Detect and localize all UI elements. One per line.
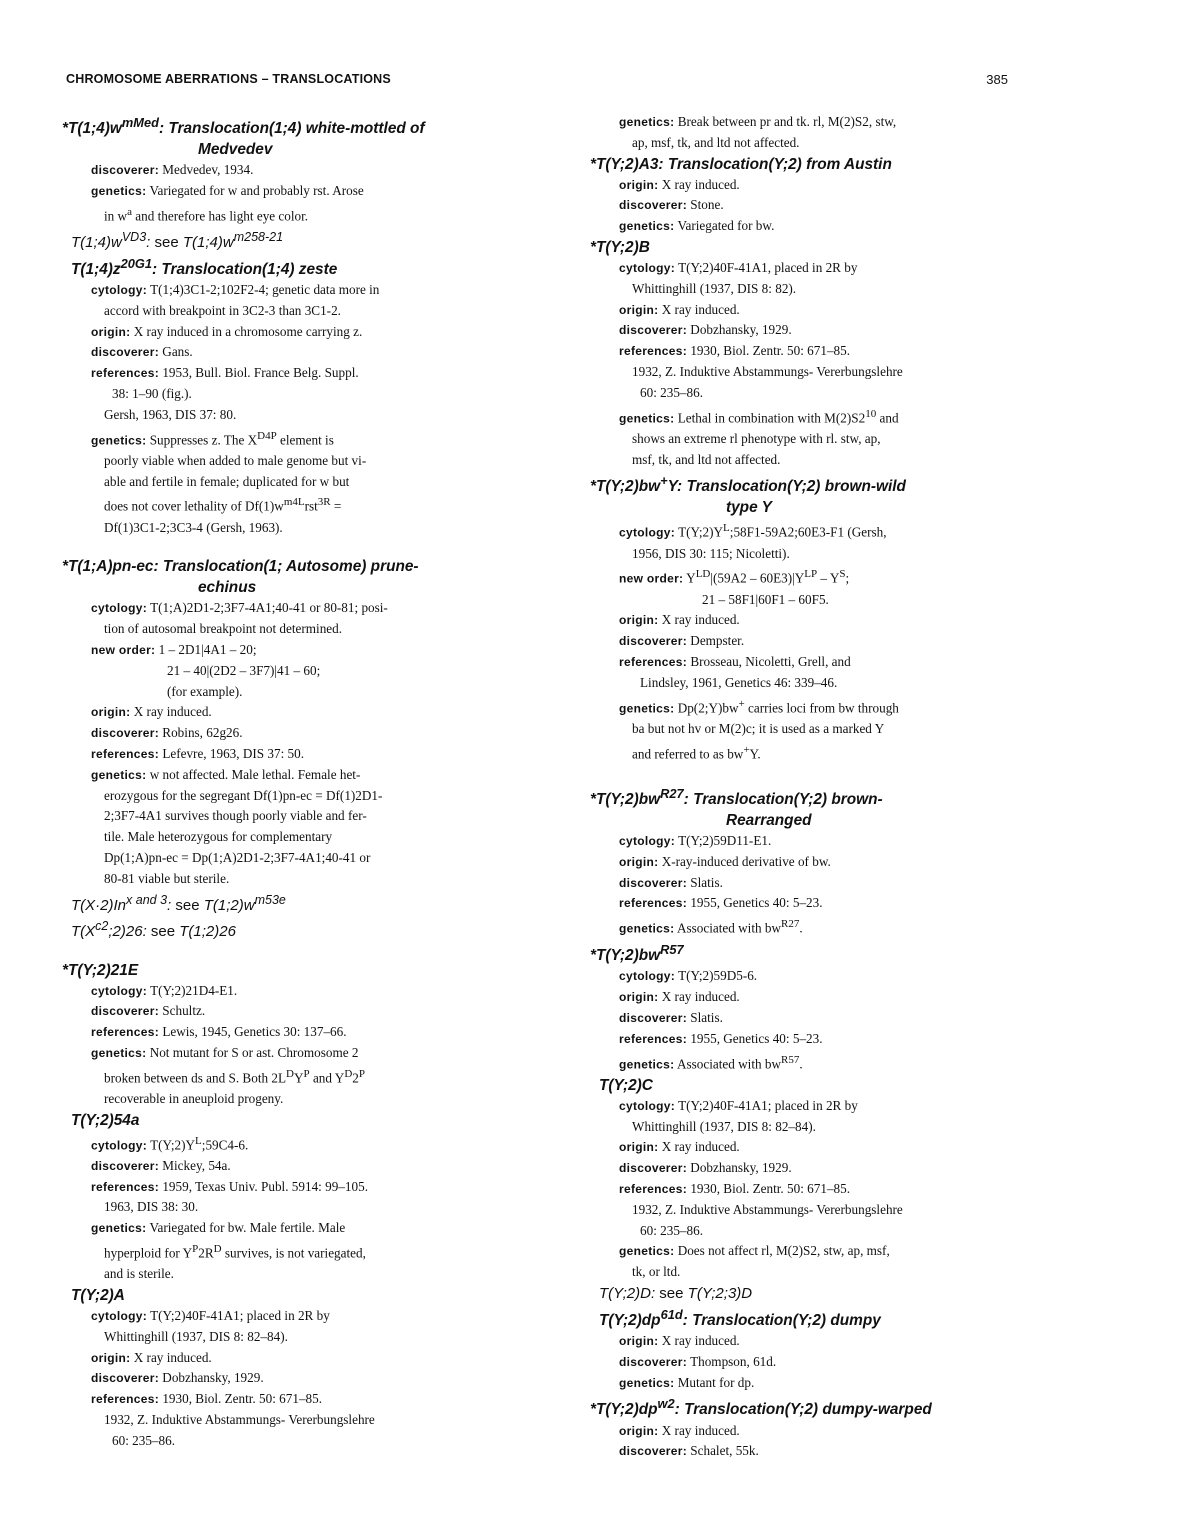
field-continuation: erozygous for the segregant Df(1)pn-ec = Df(1)2D1- — [104, 787, 383, 803]
field-genetics: genetics: Suppresses z. The $X^{D4P}$ element is — [91, 429, 334, 447]
entry-title: *T(Y;2)bw+Y: Translocation(Y;2) brown-wild type Y — [590, 473, 906, 517]
field-continuation: 2;3F7-4A1 survives though poorly viable and fer- — [104, 808, 367, 824]
entry-title: *T(1;A)pn-ec: Translocation(1; Autosome) prune- echinus — [62, 558, 419, 597]
field-discoverer: discoverer: Gans. — [91, 344, 193, 360]
field-continuation: accord with breakpoint in 3C2-3 than 3C1-2. — [104, 302, 341, 318]
field-continuation: poorly viable when added to male genome but vi- — [104, 452, 367, 468]
cross-reference: $T(X^{c2};2)26$: see T(1;2)26 — [71, 918, 236, 940]
field-genetics: genetics: Variegated for bw. — [619, 218, 775, 234]
field-continuation: Whittinghill (1937, DIS 8: 82–84). — [104, 1328, 288, 1344]
field-continuation: 1956, DIS 30: 115; Nicoletti). — [632, 545, 790, 561]
field-continuation: 60: 235–86. — [112, 1432, 176, 1448]
entry-ty2-c — [590, 1075, 1030, 1283]
field-references: references: Brosseau, Nicoletti, Grell, and — [619, 654, 851, 670]
entry-title: $T(Y;2)dp^{61d}$: Translocation(Y;2) dumpy — [599, 1306, 881, 1330]
field-continuation: hyperploid for $Y^P2R^D$ survives, is not variegated, — [104, 1243, 366, 1261]
field-continuation: 60: 235–86. — [640, 384, 704, 400]
field-origin: origin: X ray induced. — [619, 1333, 740, 1349]
field-discoverer: discoverer: Schalet, 55k. — [619, 1443, 759, 1459]
field-discoverer: discoverer: Medvedev, 1934. — [91, 162, 254, 178]
field-references: references: 1959, Texas Univ. Publ. 5914: 99–105. — [91, 1178, 368, 1194]
field-origin: origin: X ray induced. — [619, 989, 740, 1005]
field-continuation: 38: 1–90 (fig.). — [112, 386, 192, 402]
entry-ty2-dpw2 — [590, 1393, 1030, 1462]
field-continuation: Whittinghill (1937, DIS 8: 82). — [632, 280, 797, 296]
field-new-order: new order: $Y^{LD}|(59A2 - 60E3)|Y^{LP} - Y^S$; — [619, 568, 850, 586]
field-discoverer: discoverer: Dobzhansky, 1929. — [619, 322, 792, 338]
field-origin: origin: X ray induced. — [619, 1139, 740, 1155]
page-number: 385 — [986, 72, 1008, 87]
cross-reference: $T(1;4)w^{VD3}$: see $T(1;4)w^{m258-21}$ — [71, 229, 284, 251]
field-continuation: Gersh, 1963, DIS 37: 80. — [104, 406, 237, 422]
field-cytology: cytology: T(Y;2)59D5-6. — [619, 968, 758, 984]
field-continuation: 1963, DIS 38: 30. — [104, 1199, 199, 1215]
field-continuation: shows an extreme rl phenotype with rl. stw, ap, — [632, 430, 881, 446]
field-continuation: does not cover lethality of $Df(1)w^{m4L}rst^{3R}$ = — [104, 496, 342, 514]
entry-t1a-pn-ec — [62, 556, 512, 889]
field-continuation: broken between ds and S. Both $2L^DY^P$ and $Y^D2^P$ — [104, 1067, 365, 1086]
entry-ty2-bw-r57 — [590, 939, 1030, 1075]
entry-ty2-21e — [62, 960, 512, 1110]
field-references: references: Lewis, 1945, Genetics 30: 137–66. — [91, 1024, 347, 1040]
field-references: references: 1953, Bull. Biol. France Belg. Suppl. — [91, 365, 359, 381]
field-cytology: cytology: T(1;A)2D1-2;3F7-4A1;40-41 or 80-81; posi- — [91, 600, 388, 616]
field-genetics: genetics: Associated with $bw^{R57}$. — [619, 1053, 803, 1071]
field-continuation: able and fertile in female; duplicated for w but — [104, 473, 350, 489]
field-continuation: in $w^a$ and therefore has light eye color. — [104, 205, 309, 224]
entry-title: *T(Y;2)A3: Translocation(Y;2) from Austin — [590, 155, 892, 173]
field-origin: origin: X ray induced in a chromosome carrying z. — [91, 323, 363, 339]
entry-ty2-a-continued — [590, 112, 1030, 154]
field-genetics: genetics: Lethal in combination with $M(2)S2^{10}$ and — [619, 407, 899, 425]
entry-t14-wmmed — [62, 112, 512, 227]
entry-title: T(Y;2)C — [599, 1076, 653, 1094]
field-references: references: 1955, Genetics 40: 5–23. — [619, 1030, 823, 1046]
entry-title: $*T(Y;2)bw^{R27}$: Translocation(Y;2) brown- Rearranged — [590, 785, 883, 829]
right-column — [590, 112, 1030, 1462]
field-continuation: tk, or ltd. — [632, 1264, 681, 1280]
field-origin: origin: X ray induced. — [619, 176, 740, 192]
field-discoverer: discoverer: Thompson, 61d. — [619, 1353, 777, 1369]
field-continuation: and is sterile. — [104, 1266, 174, 1282]
entry-ty2-b — [590, 237, 1030, 470]
field-continuation: recoverable in aneuploid progeny. — [104, 1090, 284, 1106]
entry-title: $*T(1;4)w^{mMed}$: Translocation(1;4) white-mottled of Medvedev — [62, 115, 425, 159]
field-continuation: Whittinghill (1937, DIS 8: 82–84). — [632, 1118, 816, 1134]
field-continuation: Lindsley, 1961, Genetics 46: 339–46. — [640, 674, 838, 690]
field-continuation: (for example). — [167, 683, 243, 699]
field-discoverer: discoverer: Slatis. — [619, 1010, 723, 1026]
entry-title: $T(1;4)z^{20G1}$: Translocation(1;4) zeste — [71, 255, 338, 279]
field-genetics: genetics: Not mutant for S or ast. Chromosome 2 — [91, 1044, 359, 1060]
field-origin: origin: X ray induced. — [91, 1349, 212, 1365]
left-column — [62, 112, 512, 1452]
field-genetics: genetics: Associated with $bw^{R27}$. — [619, 918, 803, 936]
field-continuation: tion of autosomal breakpoint not determined. — [104, 621, 343, 637]
cross-reference: $T(X\cdot 2)In^{x and 3}$: see $T(1;2)w^{m53e}$ — [71, 892, 286, 914]
field-genetics: genetics: Variegated for bw. Male fertile. Male — [91, 1220, 346, 1236]
field-references: references: 1930, Biol. Zentr. 50: 671–85. — [619, 1180, 851, 1196]
field-discoverer: discoverer: Dempster. — [619, 633, 745, 649]
field-origin: origin: X ray induced. — [619, 1422, 740, 1438]
field-new-order: new order: 1 – 2D1|4A1 – 20; — [91, 641, 257, 657]
field-continuation: 21 – 58F1|60F1 – 60F5. — [702, 591, 829, 607]
entry-t14-z20g1 — [62, 253, 512, 538]
field-continuation: tile. Male heterozygous for complementary — [104, 829, 333, 845]
field-discoverer: discoverer: Stone. — [619, 197, 724, 213]
field-continuation: msf, tk, and ltd not affected. — [632, 451, 781, 467]
field-continuation: ba but not hv or M(2)c; it is used as a marked Y — [632, 720, 885, 736]
field-continuation: 60: 235–86. — [640, 1222, 704, 1238]
entry-title: T(Y;2)54a — [71, 1111, 140, 1129]
field-references: references: 1930, Biol. Zentr. 50: 671–85. — [91, 1391, 323, 1407]
field-genetics: genetics: w not affected. Male lethal. Female het- — [91, 766, 361, 782]
field-continuation: Df(1)3C1-2;3C3-4 (Gersh, 1963). — [104, 519, 283, 535]
field-continuation: 80-81 viable but sterile. — [104, 870, 230, 886]
field-discoverer: discoverer: Schultz. — [91, 1003, 206, 1019]
field-continuation: Dp(1;A)pn-ec = Dp(1;A)2D1-2;3F7-4A1;40-41 or — [104, 849, 371, 865]
field-discoverer: discoverer: Dobzhansky, 1929. — [91, 1370, 264, 1386]
field-references: references: 1930, Biol. Zentr. 50: 671–85. — [619, 343, 851, 359]
cross-reference: T(Y;2)D: see T(Y;2;3)D — [599, 1284, 753, 1302]
field-origin: origin: X ray induced. — [91, 704, 212, 720]
entry-ty2-a — [62, 1285, 512, 1452]
field-cytology: cytology: T(1;4)3C1-2;102F2-4; genetic data more in — [91, 282, 380, 298]
field-origin: origin: X ray induced. — [619, 301, 740, 317]
field-cytology: cytology: T(Y;2)40F-41A1, placed in 2R by — [619, 259, 858, 275]
field-discoverer: discoverer: Dobzhansky, 1929. — [619, 1160, 792, 1176]
field-genetics: genetics: Does not affect rl, M(2)S2, stw, ap, msf, — [619, 1243, 890, 1259]
field-genetics: genetics: Variegated for w and probably rst. Arose — [91, 182, 364, 198]
field-cytology: cytology: T(Y;2)59D11-E1. — [619, 832, 772, 848]
field-cytology: cytology: $T(Y;2)Y^L;58F1-59A2;60E3-F1$ (Gersh, — [619, 522, 887, 540]
field-references: references: Lefevre, 1963, DIS 37: 50. — [91, 745, 305, 761]
field-discoverer: discoverer: Mickey, 54a. — [91, 1157, 231, 1173]
field-origin: origin: X-ray-induced derivative of bw. — [619, 853, 831, 869]
running-title: CHROMOSOME ABERRATIONS – TRANSLOCATIONS — [66, 72, 391, 86]
field-origin: origin: X ray induced. — [619, 612, 740, 628]
field-genetics: genetics: Mutant for dp. — [619, 1374, 755, 1390]
field-cytology: cytology: $T(Y;2)Y^L;59C4-6$. — [91, 1134, 249, 1153]
entry-title: *T(Y;2)21E — [62, 961, 139, 979]
entry-title: $*T(Y;2)bw^{R57}$ — [590, 942, 684, 965]
field-references: references: 1955, Genetics 40: 5–23. — [619, 895, 823, 911]
field-genetics: genetics: Dp(2;Y)bw+ carries loci from bw through — [619, 697, 899, 716]
entry-title: *T(Y;2)B — [590, 238, 650, 256]
field-cytology: cytology: T(Y;2)40F-41A1; placed in 2R by — [91, 1308, 330, 1324]
field-discoverer: discoverer: Slatis. — [619, 874, 723, 890]
entry-ty2-bw-plus-y — [590, 470, 1030, 764]
field-cytology: cytology: T(Y;2)21D4-E1. — [91, 982, 238, 998]
entry-ty2-54a — [62, 1110, 512, 1285]
field-discoverer: discoverer: Robins, 62g26. — [91, 725, 243, 741]
entry-title: T(Y;2)A — [71, 1287, 125, 1305]
entry-ty2-dp61d — [590, 1304, 1030, 1394]
entry-title: $*T(Y;2)dp^{w2}$: Translocation(Y;2) dumpy-warped — [590, 1396, 932, 1419]
field-continuation: 1932, Z. Induktive Abstammungs- Vererbungslehre — [104, 1412, 375, 1428]
entry-ty2-bw-r27 — [590, 783, 1030, 940]
running-header — [66, 72, 1008, 90]
field-cytology: cytology: T(Y;2)40F-41A1; placed in 2R by — [619, 1097, 858, 1113]
field-continuation: 1932, Z. Induktive Abstammungs- Vererbungslehre — [632, 363, 903, 379]
field-genetics: genetics: Break between pr and tk. rl, M(2)S2, stw, — [619, 114, 897, 129]
field-continuation: ap, msf, tk, and ltd not affected. — [632, 134, 800, 150]
field-continuation: 1932, Z. Induktive Abstammungs- Vererbungslehre — [632, 1201, 903, 1217]
field-continuation: 21 – 40|(2D2 – 3F7)|41 – 60; — [167, 662, 321, 678]
field-continuation: and referred to as bw+Y. — [632, 743, 761, 761]
entry-ty2-a3 — [590, 154, 1030, 237]
